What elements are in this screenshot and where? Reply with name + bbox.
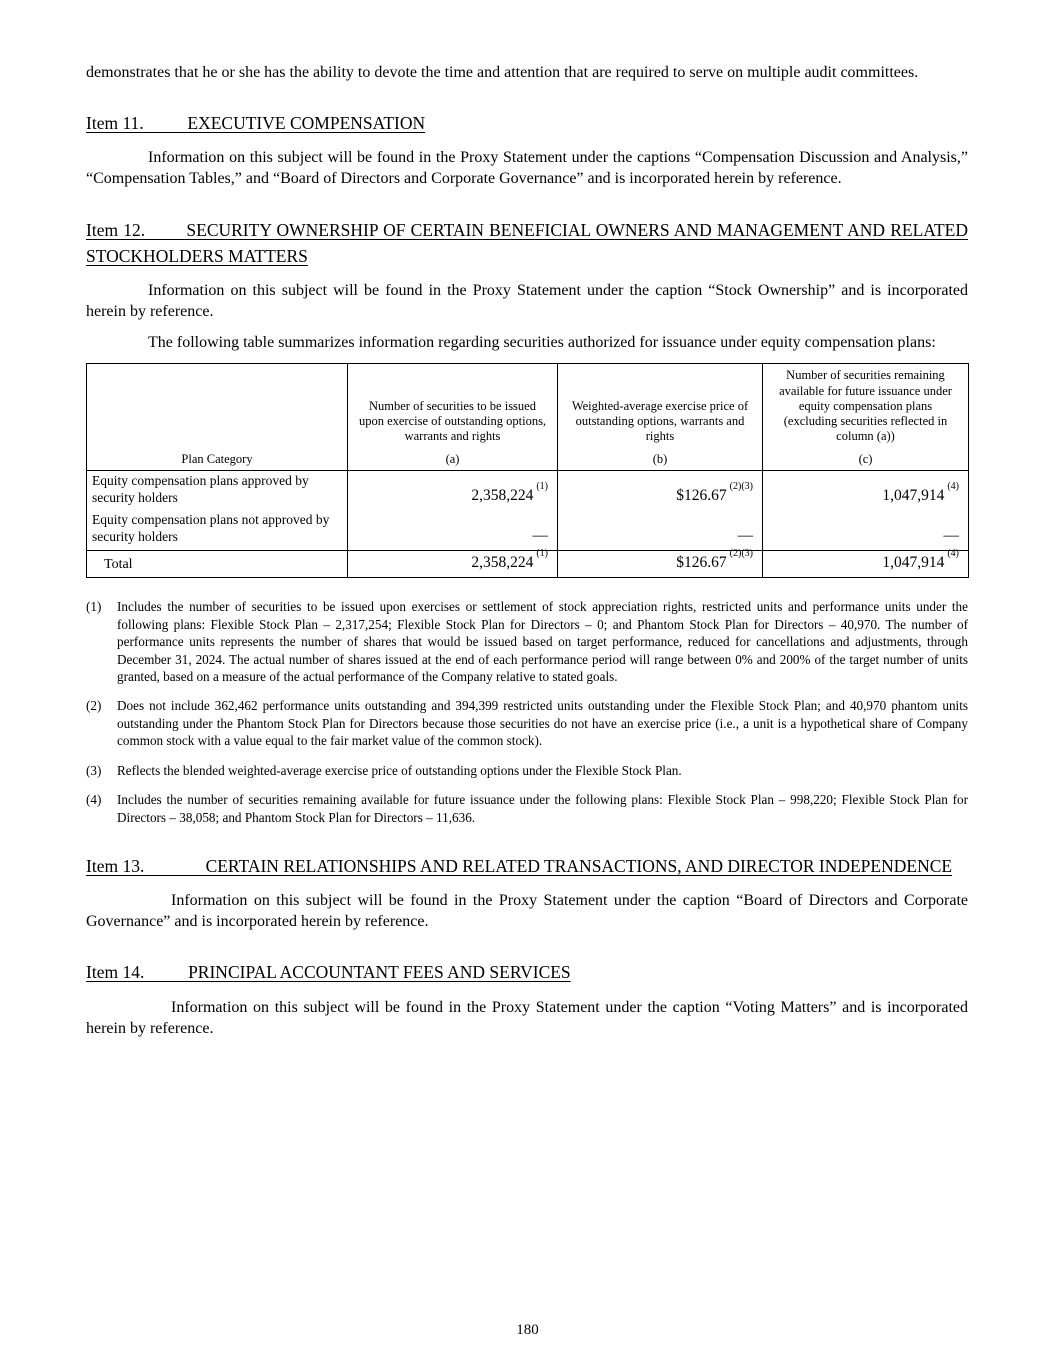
table-row-approved-plans [87,470,969,510]
footnote-ref-sup: (2)(3) [729,548,753,560]
value-text: 1,047,914 [882,487,945,505]
footnote-1 [86,598,968,685]
table-row-total [87,551,969,578]
column-c-description: Number of securities remaining available for future issuance under equity compensation plans (excluding securities reflected in column (a)) [779,368,952,444]
column-a-description: Number of securities to be issued upon exercise of outstanding options, warrants and rights [358,398,547,444]
footnote-ref-sup: (1) [536,481,548,493]
equity-compensation-table [86,363,969,578]
total-value-b [558,548,763,578]
row-value-c [763,470,969,510]
value-text: — [737,527,753,545]
table-row-not-approved-plans [87,510,969,550]
value-text: — [943,527,959,545]
footnote-2 [86,697,968,749]
item-13-paragraph: Information on this subject will be found in the Proxy Statement under the caption “Board of Directors and Corporate Governance” and is incorporated herein by reference. [86,892,968,931]
row-value-b [558,510,763,550]
footnote-marker: (2) [86,698,102,714]
footnote-text: Reflects the blended weighted-average exercise price of outstanding options under the Flexible Stock Plan. [117,762,682,778]
item-14-paragraph: Information on this subject will be found in the Proxy Statement under the caption “Voting Matters” and is incorporated herein by reference. [86,998,968,1037]
footnote-marker: (3) [86,762,102,778]
column-a-label: (a) [445,451,460,466]
column-a-header-cell [348,364,558,470]
total-value-a [348,548,558,578]
footnote-marker: (4) [86,792,102,808]
footnote-text: Includes the number of securities remaining available for future issuance under the following plans: Flexible Stock Plan – 998,220; Flexible Stock Plan for Directors – 38,058; and Phantom Stock Plan for Directors – 11,636. [117,792,968,825]
total-label: Total [87,551,348,578]
value-text: 2,358,224 [471,487,534,505]
footnote-text: Includes the number of securities to be issued upon exercises or settlement of stock appreciation rights, restricted units and performance units under the following plans: Flexible Stock Plan – 2,317,254; Flexible Stock Plan for Directors – 0; and Phantom Stock Plan for Directors – 40,970. The number of performance units represents the number of shares that would be issued based on target performance, reduced for cancellations and adjustments, through December 31, 2024. The actual number of shares issued at the end of each performance period will range between 0% and 200% of the target number of units granted, based on a measure of the actual performance of the Company relative to stated goals. [117,599,968,684]
item-12-paragraph-1: Information on this subject will be found in the Proxy Statement under the caption “Stock Ownership” and is incorporated herein by reference. [86,282,968,321]
row-value-a [348,510,558,550]
footnote-4 [86,791,968,826]
footnote-ref-sup: (4) [947,548,959,560]
value-text: $126.67 [676,487,727,505]
page-number: 180 [516,1322,539,1338]
footnote-ref-sup: (4) [947,481,959,493]
value-text: 2,358,224 [471,554,534,572]
value-text: — [532,527,548,545]
footnote-text: Does not include 362,462 performance units outstanding and 394,399 restricted units outstanding under the Flexible Stock Plan; and 40,970 phantom units outstanding under the Phantom Stock Plan for Directors because those securities do not have an exercise price (i.e., a unit is a hypothetical share of Company common stock with a value equal to the fair market value of the common stock). [117,698,968,749]
intro-paragraph: demonstrates that he or she has the ability to devote the time and attention that are required to serve on multiple audit committees. [86,64,919,81]
item-11-heading: Item 11. EXECUTIVE COMPENSATION [86,113,426,134]
table-header-row [87,364,969,470]
column-c-label: (c) [858,451,873,466]
row-value-b [558,470,763,510]
footnote-3 [86,762,968,779]
total-value-c [763,548,969,578]
row-category: Equity compensation plans not approved by security holders [87,510,348,550]
value-text: $126.67 [676,554,727,572]
row-value-a [348,470,558,510]
row-value-c [763,510,969,550]
row-category: Equity compensation plans approved by security holders [87,470,348,510]
footnote-marker: (1) [86,599,102,615]
column-b-header-cell [558,364,763,470]
column-c-header-cell [763,364,969,470]
item-12-paragraph-2: The following table summarizes information regarding securities authorized for issuance under equity compensation plans: [148,334,936,352]
footnotes-section [86,598,968,826]
item-11-paragraph: Information on this subject will be found in the Proxy Statement under the captions “Compensation Discussion and Analysis,” “Compensation Tables,” and “Board of Directors and Corporate Governance” and is incorporated herein by reference. [86,149,968,188]
value-text: 1,047,914 [882,554,945,572]
column-b-description: Weighted-average exercise price of outstanding options, warrants and rights [571,398,749,444]
column-b-label: (b) [652,451,668,466]
footnote-ref-sup: (2)(3) [729,481,753,493]
plan-category-label: Plan Category [181,451,253,466]
item-13-heading: Item 13. CERTAIN RELATIONSHIPS AND RELATED TRANSACTIONS, AND DIRECTOR INDEPENDENCE [86,855,953,876]
plan-category-header-cell [87,364,348,470]
footnote-ref-sup: (1) [536,548,548,560]
item-14-heading: Item 14. PRINCIPAL ACCOUNTANT FEES AND SERVICES [86,962,571,983]
item-12-heading: Item 12. SECURITY OWNERSHIP OF CERTAIN BENEFICIAL OWNERS AND MANAGEMENT AND RELATED STOCKHOLDERS MATTERS [86,219,968,266]
